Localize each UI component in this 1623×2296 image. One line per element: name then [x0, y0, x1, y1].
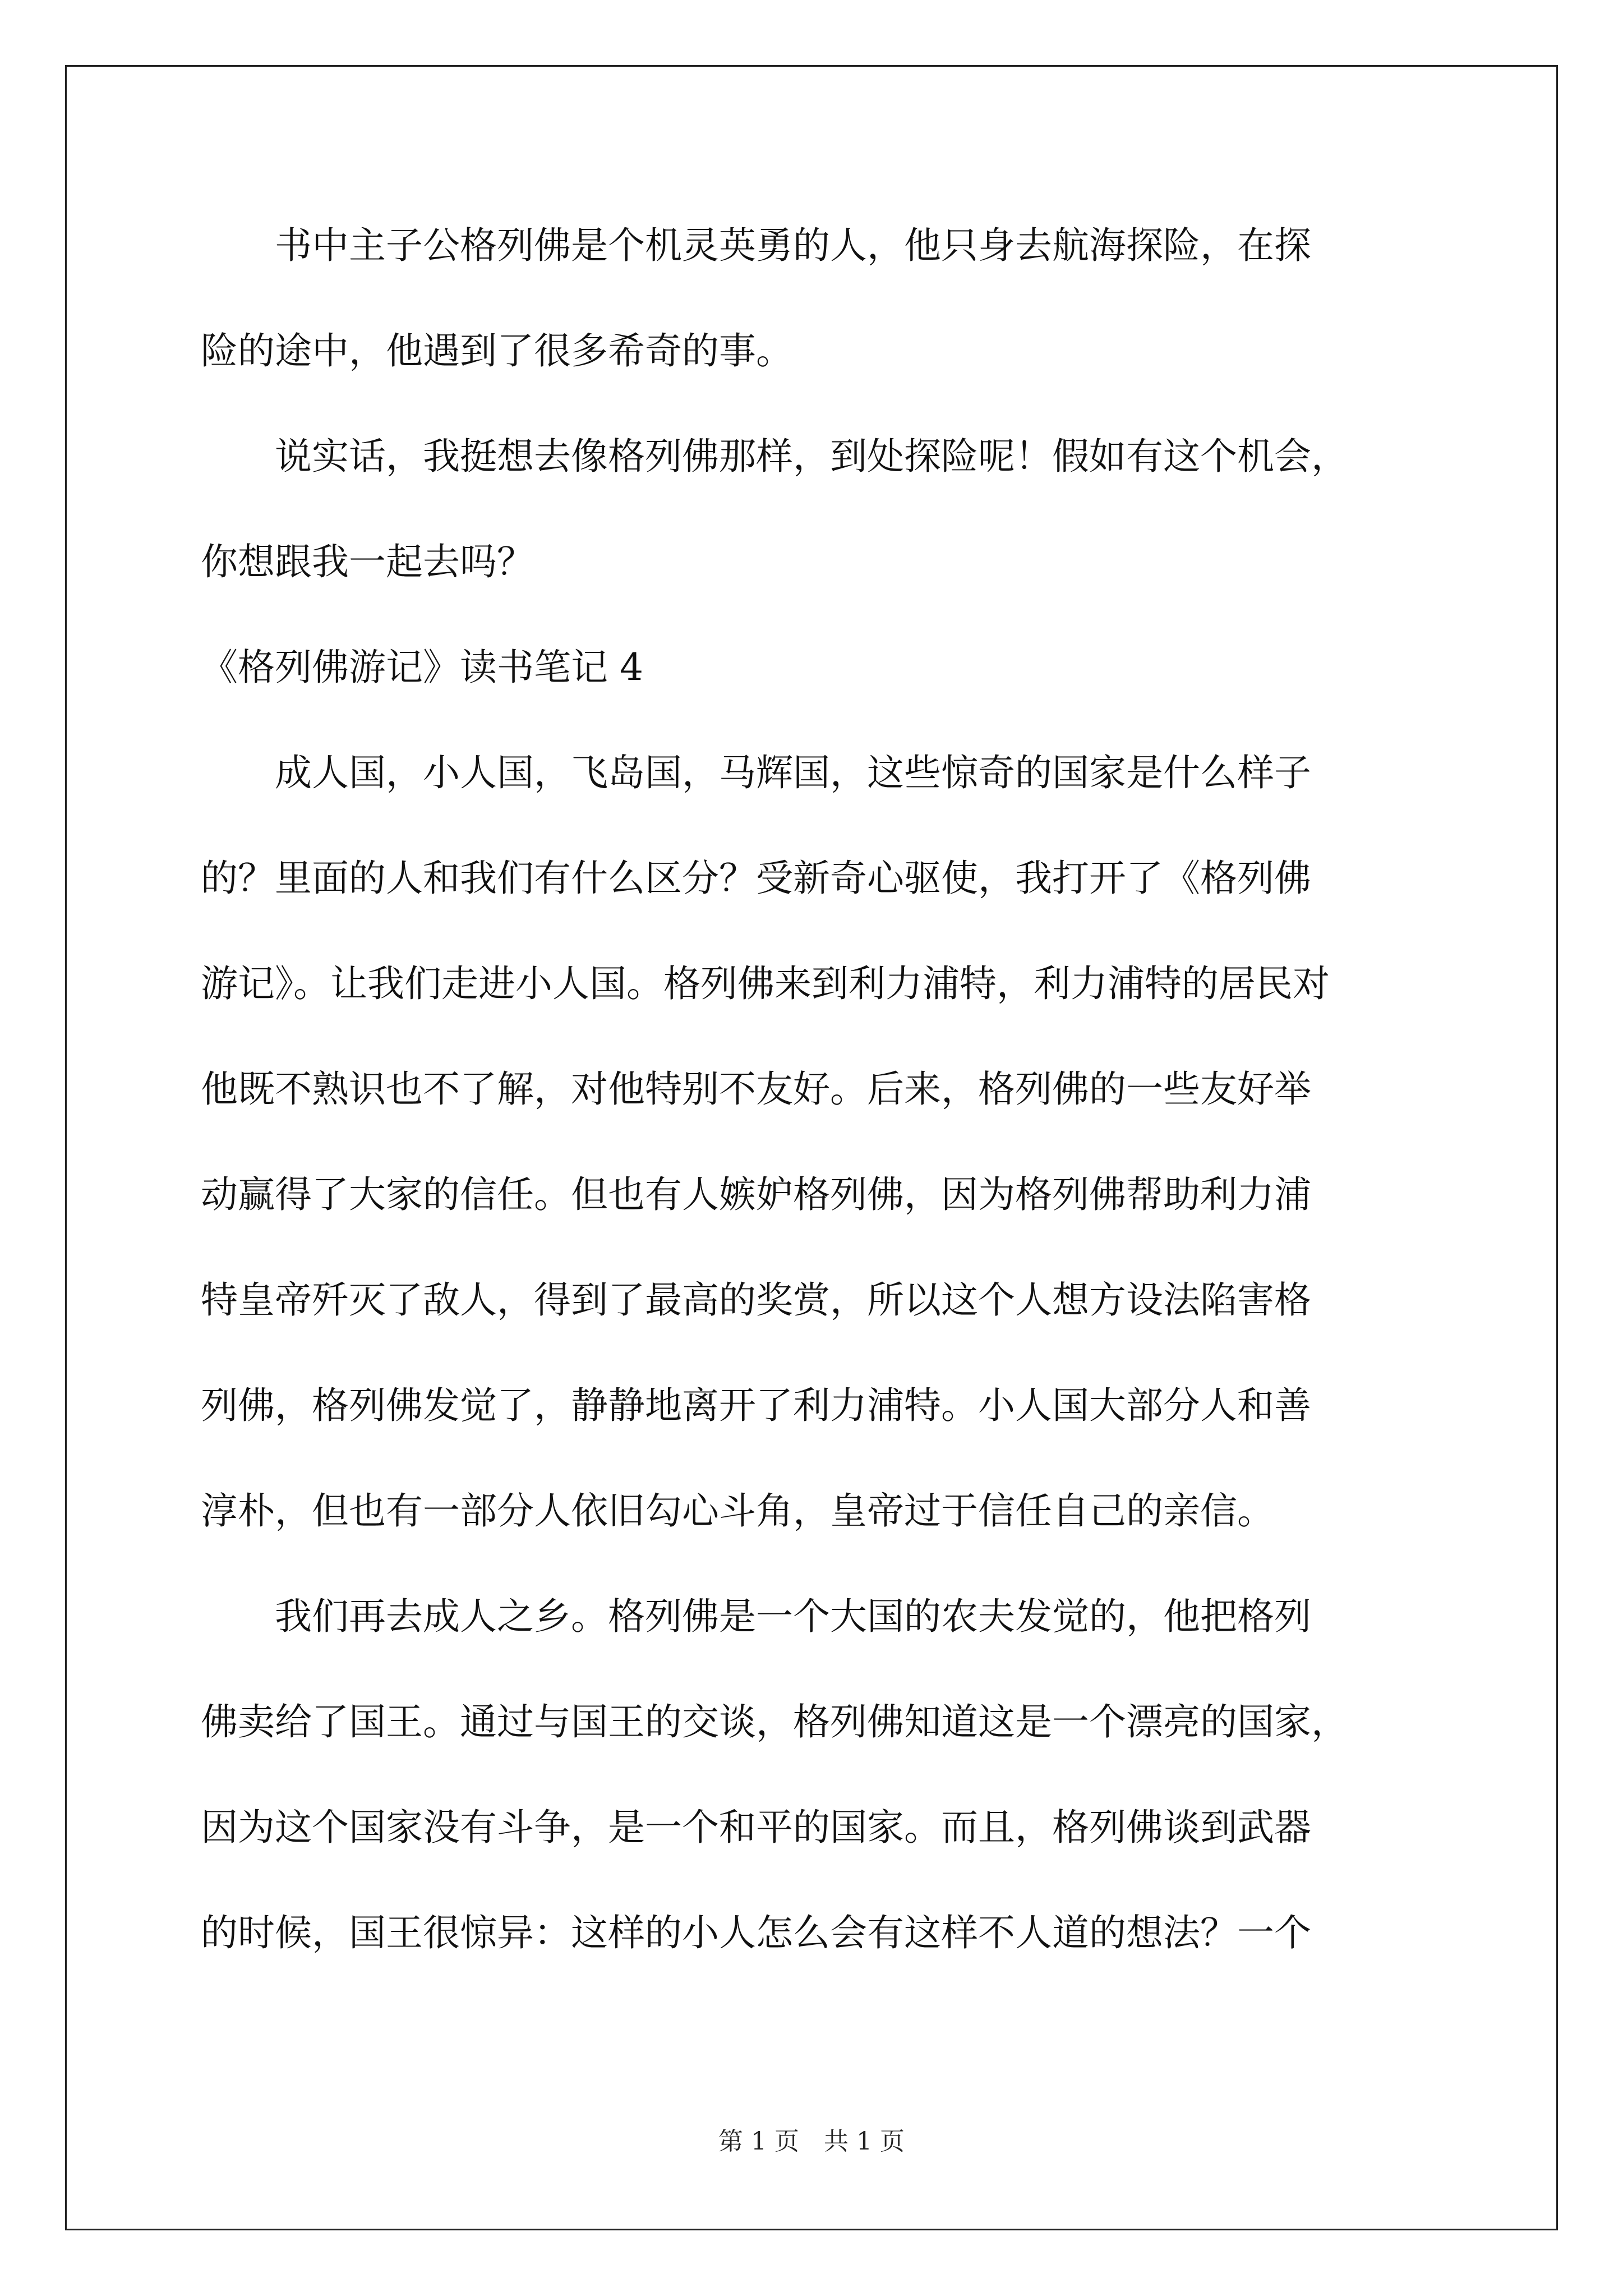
text-line-1: 书中主子公格列佛是个机灵英勇的人，他只身去航海探险，在探 — [201, 224, 1311, 267]
text-line-8: 游记》。让我们走进小人国。格列佛来到利力浦特，利力浦特的居民对 — [201, 962, 1330, 1005]
text-line-3: 说实话，我挺想去像格列佛那样，到处探险呢！假如有这个机会， — [201, 435, 1348, 478]
text-line-17: 的时候，国王很惊异：这样的小人怎么会有这样不人道的想法？一个 — [201, 1911, 1311, 1954]
text-line-9: 他既不熟识也不了解，对他特别不友好。后来，格列佛的一些友好举 — [201, 1068, 1311, 1111]
text-line-10: 动赢得了大家的信任。但也有人嫉妒格列佛，因为格列佛帮助利力浦 — [201, 1173, 1311, 1216]
text-line-14: 我们再去成人之乡。格列佛是一个大国的农夫发觉的，他把格列 — [201, 1595, 1311, 1638]
text-line-6: 成人国，小人国，飞岛国，马辉国，这些惊奇的国家是什么样子 — [201, 751, 1311, 794]
section-heading: 《格列佛游记》读书笔记 4 — [201, 646, 643, 689]
text-line-4: 你想跟我一起去吗？ — [201, 540, 534, 583]
text-line-16: 因为这个国家没有斗争，是一个和平的国家。而且，格列佛谈到武器 — [201, 1806, 1311, 1849]
text-line-11: 特皇帝歼灭了敌人，得到了最高的奖赏，所以这个人想方设法陷害格 — [201, 1278, 1311, 1322]
page-footer: 第 1 页 共 1 页 — [718, 2127, 905, 2156]
text-line-13: 淳朴，但也有一部分人依旧勾心斗角，皇帝过于信任自己的亲信。 — [201, 1489, 1274, 1533]
text-line-12: 列佛，格列佛发觉了，静静地离开了利力浦特。小人国大部分人和善 — [201, 1384, 1311, 1427]
text-line-7: 的？里面的人和我们有什么区分？受新奇心驱使，我打开了《格列佛 — [201, 857, 1311, 900]
text-line-2: 险的途中，他遇到了很多希奇的事。 — [201, 329, 793, 372]
text-line-15: 佛卖给了国王。通过与国王的交谈，格列佛知道这是一个漂亮的国家， — [201, 1700, 1348, 1743]
